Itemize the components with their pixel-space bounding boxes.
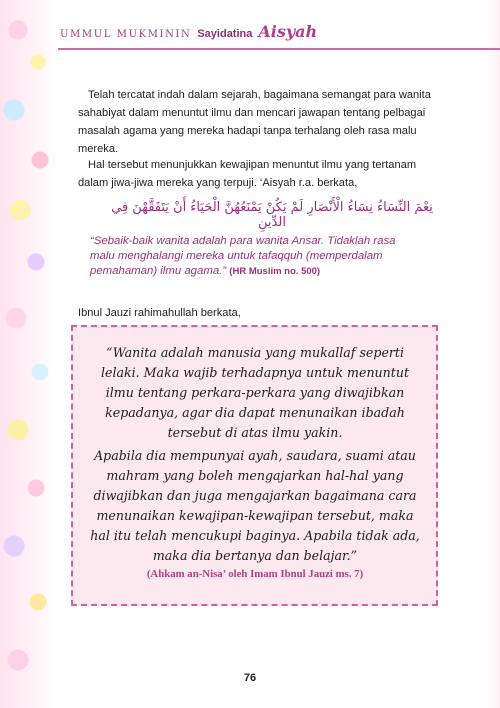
floral-border-left — [0, 0, 58, 708]
page-number: 76 — [243, 672, 257, 684]
floral-border-right — [486, 0, 500, 708]
hadith-reference: (HR Muslim no. 500) — [229, 266, 321, 277]
name-title: Aisyah — [258, 22, 318, 41]
quote-paragraph-1: “Wanita adalah manusia yang mukallaf seperti lelaki. Maka wajib terhadapnya untuk menuntut ilmu tentang perkara-perkara yang diwajibkan kepadanya, agar dia dapat menunaikan ibadah tersebut di atas ilmu yakin. — [100, 345, 410, 440]
quote-source: (Ahkam an-Nisa’ oleh Imam Ibnul Jauzi ms. 7) — [146, 568, 364, 580]
series-title: UMMUL MUKMININ — [60, 29, 192, 40]
paragraph-1: Telah tercatat indah dalam sejarah, bagaimana semangat para wanita sahabiyat dalam menuntut ilmu dan mencari jawapan tentang pelbagai masalah agama yang mereka hadapi tanpa terhalang oleh rasa malu mereka. — [78, 89, 431, 155]
paragraph-2: Hal tersebut menunjukkan kewajipan menuntut ilmu yang tertanam dalam jiwa-jiwa mereka yang terpuji. ‘Aisyah r.a. berkata, — [78, 159, 417, 189]
hadith-translation: “Sebaik-baik wanita adalah para wanita Ansar. Tidaklah rasa malu menghalangi mereka untuk tafaqquh (memperdalam pemahaman) ilmu agama.” — [90, 235, 396, 277]
header-divider — [58, 48, 500, 50]
intro-line: Ibnul Jauzi rahimahullah berkata, — [78, 307, 241, 319]
name-prefix: Sayidatina — [197, 28, 253, 40]
hadith-arabic: نِعْمَ النِّسَاءُ نِسَاءُ الْأَنْصَارِ لَمْ يَكُنْ يَمْنَعُهُنَّ الْحَيَاءُ أَنْ يَتَفَقَّهْنَ فِي الدِّينِ — [111, 200, 433, 230]
quote-paragraph-2: Apabila dia mempunyai ayah, saudara, suami atau mahram yang boleh mengajarkan hal-hal yang diwajibkan dan juga mengajarkan bagaimana cara menunaikan kewajipan-kewajipan tersebut, maka hal itu telah mencukupi baginya. Apabila tidak ada, maka dia bertanya dan belajar.” — [90, 448, 420, 563]
running-header — [60, 22, 317, 48]
hadith-translation-block — [90, 234, 420, 279]
